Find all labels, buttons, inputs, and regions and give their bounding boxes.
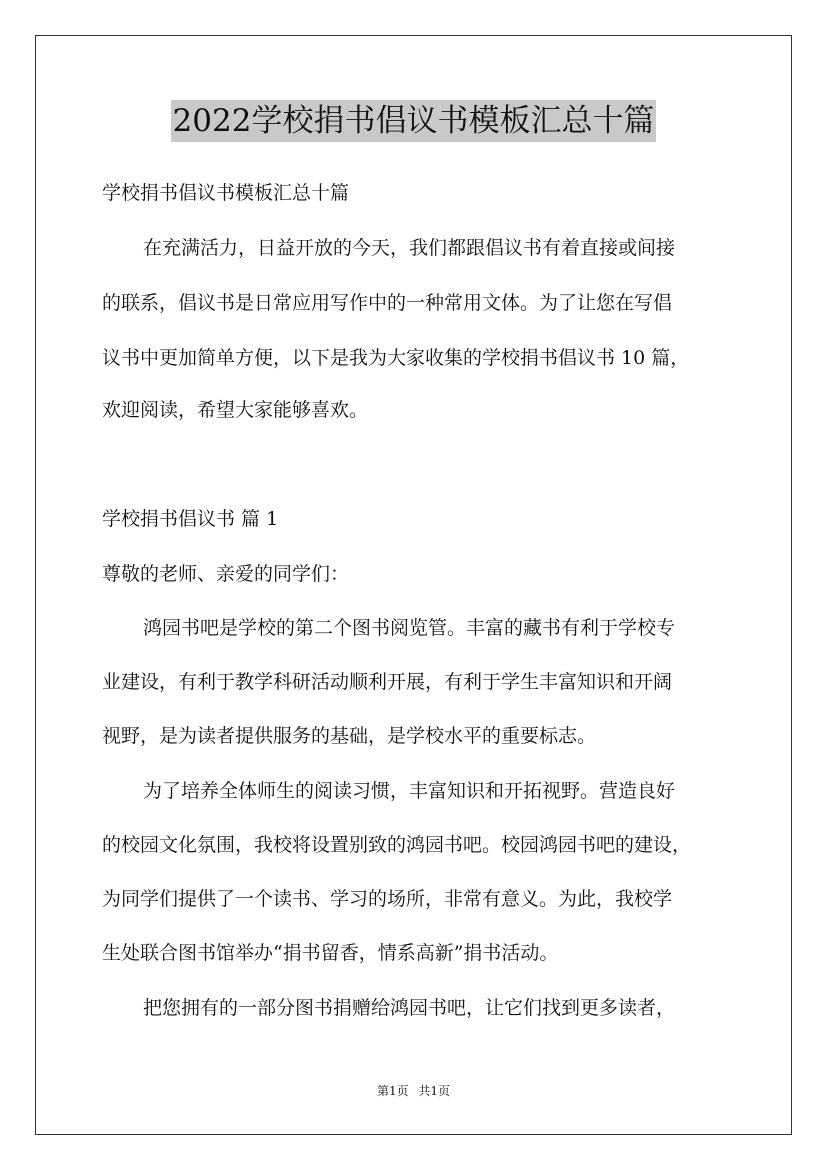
title-container: [0, 100, 827, 142]
para2-line-4: 生处联合图书馆举办“捐书留香，情系高新”捐书活动。: [102, 942, 559, 964]
intro-line-4: 欢迎阅读，希望大家能够喜欢。: [102, 399, 369, 421]
intro-line-1: 在充满活力，日益开放的今天，我们都跟倡议书有着直接或间接: [143, 237, 676, 259]
page-footer: [0, 1083, 827, 1099]
document-title: 2022学校捐书倡议书模板汇总十篇: [171, 100, 657, 142]
para1-line-2: 业建设，有利于教学科研活动顺利开展，有利于学生丰富知识和开阔: [102, 671, 673, 693]
total-pages: 共1页: [418, 1084, 451, 1098]
section-heading: 学校捐书倡议书 篇 1: [102, 508, 279, 530]
para1-line-1: 鸿园书吧是学校的第二个图书阅览管。丰富的藏书有利于学校专: [143, 617, 676, 639]
para2-line-1: 为了培养全体师生的阅读习惯，丰富知识和开拓视野。营造良好: [143, 780, 676, 802]
para2-line-2: 的校园文化氛围，我校将设置别致的鸿园书吧。校园鸿园书吧的建设，: [102, 834, 692, 856]
para3-line-1: 把您拥有的一部分图书捐赠给鸿园书吧，让它们找到更多读者，: [143, 997, 676, 1019]
para2-line-3: 为同学们提供了一个读书、学习的场所，非常有意义。为此，我校学: [102, 888, 673, 910]
intro-line-3: 议书中更加简单方便，以下是我为大家收集的学校捐书倡议书 10 篇，: [102, 347, 690, 369]
para1-line-3: 视野，是为读者提供服务的基础，是学校水平的重要标志。: [102, 725, 597, 747]
page-number: 第1页: [376, 1084, 409, 1098]
document-subtitle: 学校捐书倡议书模板汇总十篇: [102, 182, 350, 204]
intro-line-2: 的联系，倡议书是日常应用写作中的一种常用文体。为了让您在写倡: [102, 292, 673, 314]
salutation: 尊敬的老师、亲爱的同学们：: [102, 563, 350, 585]
